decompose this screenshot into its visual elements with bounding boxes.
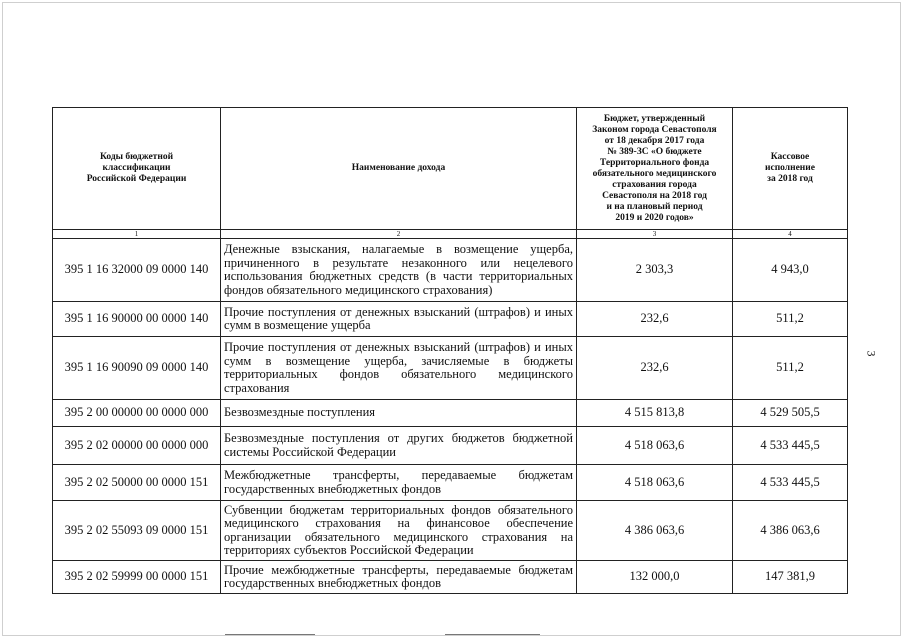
- row-budget: 132 000,0: [577, 561, 733, 594]
- row-budget: 4 518 063,6: [577, 465, 733, 501]
- row-name: Денежные взыскания, налагаемые в возмещение ущерба, причиненного в результате незаконного или нецелевого использования бюджетных средств (в части территориальных фондов обязательного медицинского страхования): [221, 239, 577, 302]
- row-name: Безвозмездные поступления: [221, 400, 577, 427]
- table-row: [53, 302, 848, 337]
- row-code: 395 2 00 00000 00 0000 000: [53, 400, 221, 427]
- table-row: [53, 501, 848, 561]
- table-row: [53, 465, 848, 501]
- header-codes: [53, 108, 221, 230]
- row-code: 395 2 02 59999 00 0000 151: [53, 561, 221, 594]
- column-number-row: [53, 230, 848, 239]
- table-header-row: [53, 108, 848, 230]
- table-row: [53, 427, 848, 465]
- bottom-edge-line: [225, 634, 315, 635]
- row-budget: 232,6: [577, 302, 733, 337]
- row-actual: 4 529 505,5: [733, 400, 848, 427]
- column-number: 1: [53, 230, 221, 239]
- row-code: 395 1 16 32000 09 0000 140: [53, 239, 221, 302]
- row-actual: 4 533 445,5: [733, 465, 848, 501]
- row-name: Прочие поступления от денежных взысканий (штрафов) и иных сумм в возмещение ущерба: [221, 302, 577, 337]
- row-actual: 147 381,9: [733, 561, 848, 594]
- table-row: [53, 337, 848, 400]
- column-number: 3: [577, 230, 733, 239]
- row-name: Межбюджетные трансферты, передаваемые бюджетам государственных внебюджетных фондов: [221, 465, 577, 501]
- bottom-edge-line: [445, 634, 540, 635]
- header-actual: [733, 108, 848, 230]
- row-name: Безвозмездные поступления от других бюджетов бюджетной системы Российской Федерации: [221, 427, 577, 465]
- revenue-table: [52, 107, 848, 594]
- row-budget: 2 303,3: [577, 239, 733, 302]
- column-number: 2: [221, 230, 577, 239]
- row-name: Прочие поступления от денежных взысканий (штрафов) и иных сумм в возмещение ущерба, зачисляемые в бюджеты территориальных фондов обязательного медицинского страхования: [221, 337, 577, 400]
- header-name: [221, 108, 577, 230]
- header-budget-text: Бюджет, утвержденный Законом города Севастополя от 18 декабря 2017 года № 389-ЗС «О бюджете Территориального фонда обязательного медицинского страхования города Севастополя на 2018 год и на плановый период 2019 и 2020 годов»: [592, 113, 717, 223]
- row-budget: 232,6: [577, 337, 733, 400]
- row-actual: 4 533 445,5: [733, 427, 848, 465]
- column-number: 4: [733, 230, 848, 239]
- row-code: 395 2 02 00000 00 0000 000: [53, 427, 221, 465]
- row-code: 395 1 16 90000 00 0000 140: [53, 302, 221, 337]
- row-budget: 4 386 063,6: [577, 501, 733, 561]
- row-actual: 511,2: [733, 337, 848, 400]
- row-actual: 511,2: [733, 302, 848, 337]
- row-name: Прочие межбюджетные трансферты, передаваемые бюджетам государственных внебюджетных фондов: [221, 561, 577, 594]
- table-row: [53, 561, 848, 594]
- row-actual: 4 943,0: [733, 239, 848, 302]
- row-name: Субвенции бюджетам территориальных фондов обязательного медицинского страхования на финансовое обеспечение организации обязательного медицинского страхования на территориях субъектов Российской Федерации: [221, 501, 577, 561]
- row-actual: 4 386 063,6: [733, 501, 848, 561]
- header-name-text: Наименование дохода: [351, 163, 446, 173]
- table-row: [53, 400, 848, 427]
- row-code: 395 2 02 50000 00 0000 151: [53, 465, 221, 501]
- row-code: 395 1 16 90090 09 0000 140: [53, 337, 221, 400]
- row-budget: 4 515 813,8: [577, 400, 733, 427]
- row-code: 395 2 02 55093 09 0000 151: [53, 501, 221, 561]
- header-budget: [577, 108, 733, 230]
- table-row: [53, 239, 848, 302]
- header-actual-text: Кассовое исполнение за 2018 год: [765, 152, 815, 184]
- header-codes-text: Коды бюджетной классификации Российской Федерации: [86, 152, 187, 184]
- row-budget: 4 518 063,6: [577, 427, 733, 465]
- page-number: 3: [864, 350, 879, 357]
